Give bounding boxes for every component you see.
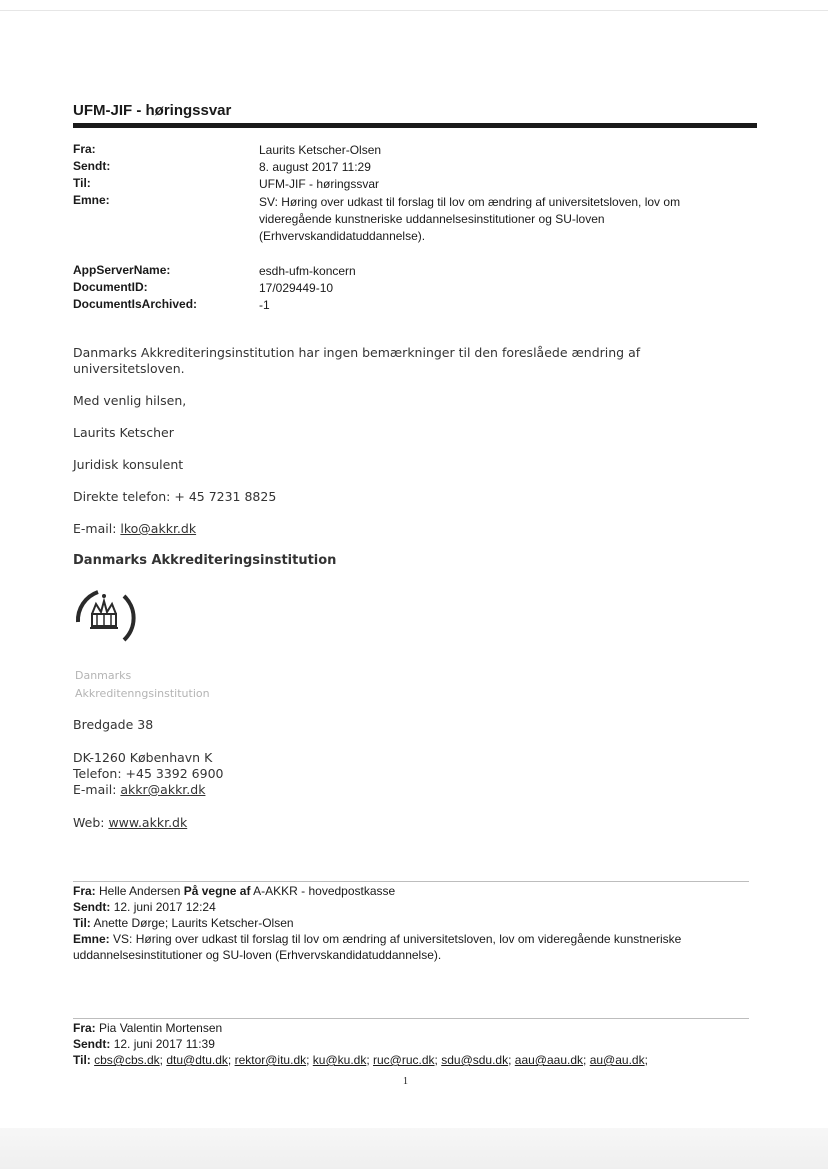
forward2-from [73, 1020, 753, 1036]
forward1-from-box: A-AKKR - hovedpostkasse [253, 884, 396, 898]
forward1-subject-value: VS: Høring over udkast til forslag til lov om ændring af universitetsloven, lov om videregående kunstneriske uddannelsesinstitutioner og SU-loven (Erhvervskandidatuddannelse). [73, 932, 682, 962]
forward1-to-label: Til: [73, 916, 91, 930]
forward-divider-2 [73, 1018, 749, 1019]
org-email-line [73, 782, 713, 798]
forward1-from-name: Helle Andersen [99, 884, 181, 898]
sender-phone: Direkte telefon: + 45 7231 8825 [73, 489, 277, 504]
documentid-value: 17/029449-10 [259, 281, 334, 295]
title-rule [73, 123, 757, 128]
forward2-to: Til: cbs@cbs.dk; dtu@dtu.dk; rektor@itu.dk; ku@ku.dk; ruc@ruc.dk; sdu@sdu.dk; aau@aau.dk; au@au.dk; [73, 1053, 648, 1067]
forward1-subject [73, 931, 753, 963]
recipient-link[interactable]: au@au.dk [589, 1053, 645, 1067]
scan-edge-bottom [0, 1128, 828, 1169]
forward2-from-value: Pia Valentin Mortensen [99, 1021, 223, 1035]
forward1-sent-label: Sendt: [73, 900, 111, 914]
web-line [73, 815, 713, 831]
signature-org: Danmarks Akkrediteringsinstitution [73, 553, 337, 568]
forward2-sent [73, 1036, 753, 1052]
logo-text-line2: Akkreditenngsinstitution [75, 687, 210, 700]
from-label: Fra: [73, 142, 96, 156]
forward-divider-1 [73, 881, 749, 882]
forward1-sent [73, 899, 753, 915]
logo-text-line1: Danmarks [75, 669, 132, 682]
to-label: Til: [73, 176, 91, 190]
subject-value: SV: Høring over udkast til forslag til lov om ændring af universitetsloven, lov om videregående kunstneriske uddannelsesinstitutioner og SU-loven (Erhvervskandidatuddannelse). [259, 195, 681, 243]
forward1-from-label: Fra: [73, 884, 96, 898]
address: Bredgade 38 [73, 717, 154, 732]
sender-email-line [73, 521, 713, 537]
document-title: UFM-JIF - høringssvar [73, 102, 232, 119]
web-link[interactable]: www.akkr.dk [108, 815, 188, 830]
sender-name: Laurits Ketscher [73, 425, 174, 440]
appserver-label: AppServerName: [73, 263, 171, 277]
org-phone: Telefon: +45 3392 6900 [73, 766, 224, 781]
org-email-prefix: E-mail: [73, 782, 121, 797]
sender-role: Juridisk konsulent [73, 457, 184, 472]
forward1-to-value: Anette Dørge; Laurits Ketscher-Olsen [93, 916, 294, 930]
city: DK-1260 København K [73, 750, 213, 765]
forward1-sent-value: 12. juni 2017 12:24 [113, 900, 216, 914]
greeting: Med venlig hilsen, [73, 393, 187, 408]
forward2-to-label: Til: [73, 1053, 91, 1067]
forward2-from-label: Fra: [73, 1021, 96, 1035]
org-email-link[interactable]: akkr@akkr.dk [120, 782, 206, 797]
crown-logo-icon [68, 584, 158, 654]
sent-value: 8. august 2017 11:29 [259, 160, 371, 174]
web-prefix: Web: [73, 815, 109, 830]
appserver-value: esdh-ufm-koncern [259, 264, 356, 278]
archived-label: DocumentIsArchived: [73, 297, 198, 311]
forward1-to [73, 915, 753, 931]
to-value: UFM-JIF - høringssvar [259, 177, 379, 191]
forward1-on-behalf: På vegne af [183, 884, 251, 898]
forward2-sent-label: Sendt: [73, 1037, 111, 1051]
sent-label: Sendt: [73, 159, 111, 173]
body-paragraph: Danmarks Akkrediteringsinstitution har ingen bemærkninger til den foreslåede ændring af universitetsloven. [73, 345, 641, 376]
forward1-subject-label: Emne: [73, 932, 110, 946]
forward2-sent-value: 12. juni 2017 11:39 [113, 1037, 215, 1051]
from-value: Laurits Ketscher-Olsen [259, 143, 382, 157]
recipient-link[interactable]: aau@aau.dk [514, 1053, 584, 1067]
recipient-link[interactable]: dtu@dtu.dk [166, 1053, 228, 1067]
sender-email-link[interactable]: lko@akkr.dk [120, 521, 197, 536]
email-prefix: E-mail: [73, 521, 121, 536]
recipient-link[interactable]: sdu@sdu.dk [441, 1053, 509, 1067]
forward1-from [73, 883, 753, 899]
page-number: 1 [403, 1076, 408, 1087]
recipient-link[interactable]: ruc@ruc.dk [373, 1053, 435, 1067]
documentid-label: DocumentID: [73, 280, 148, 294]
recipient-link[interactable]: rektor@itu.dk [234, 1053, 307, 1067]
scan-edge-top [0, 10, 828, 11]
subject-label: Emne: [73, 193, 110, 207]
archived-value: -1 [259, 298, 270, 312]
recipient-link[interactable]: ku@ku.dk [312, 1053, 367, 1067]
recipient-link[interactable]: cbs@cbs.dk [94, 1053, 160, 1067]
